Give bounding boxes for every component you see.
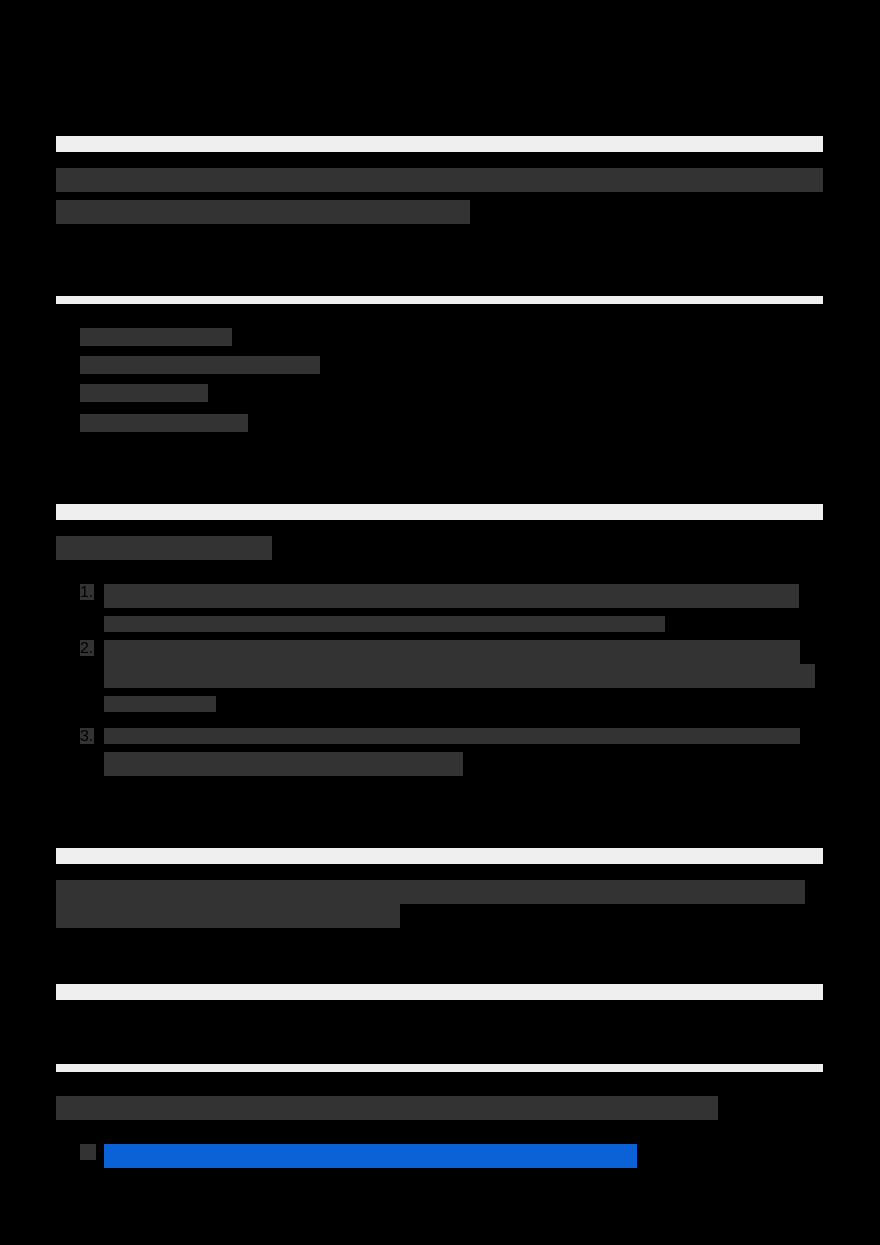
bullet-icon	[80, 1144, 96, 1160]
section-1-paragraph-line	[56, 168, 823, 192]
numbered-item-line	[104, 728, 800, 744]
section-1-header-bar	[56, 136, 823, 152]
list-item	[80, 356, 320, 374]
numbered-item-line	[104, 584, 799, 608]
numbered-item-line	[104, 616, 665, 632]
section-3-header-bar	[56, 504, 823, 520]
reference-link[interactable]	[104, 1144, 637, 1168]
section-5-header-bar	[56, 984, 823, 1000]
section-4-paragraph-line	[56, 904, 400, 928]
list-item	[80, 414, 248, 432]
section-6-intro	[56, 1096, 718, 1120]
section-4-paragraph-line	[56, 880, 805, 904]
list-number-marker: 2.	[80, 640, 94, 657]
list-number-marker: 1.	[80, 584, 94, 601]
numbered-item-line	[104, 664, 815, 688]
section-1-paragraph-line	[56, 200, 470, 224]
section-3-intro	[56, 536, 272, 560]
numbered-item-line	[104, 640, 800, 664]
section-2-header-bar	[56, 296, 823, 304]
section-6-header-bar	[56, 1064, 823, 1072]
numbered-item-line	[104, 752, 463, 776]
section-4-header-bar	[56, 848, 823, 864]
numbered-item-line	[104, 696, 216, 712]
list-item	[80, 384, 208, 402]
list-item	[80, 328, 232, 346]
list-number-marker: 3.	[80, 728, 94, 745]
